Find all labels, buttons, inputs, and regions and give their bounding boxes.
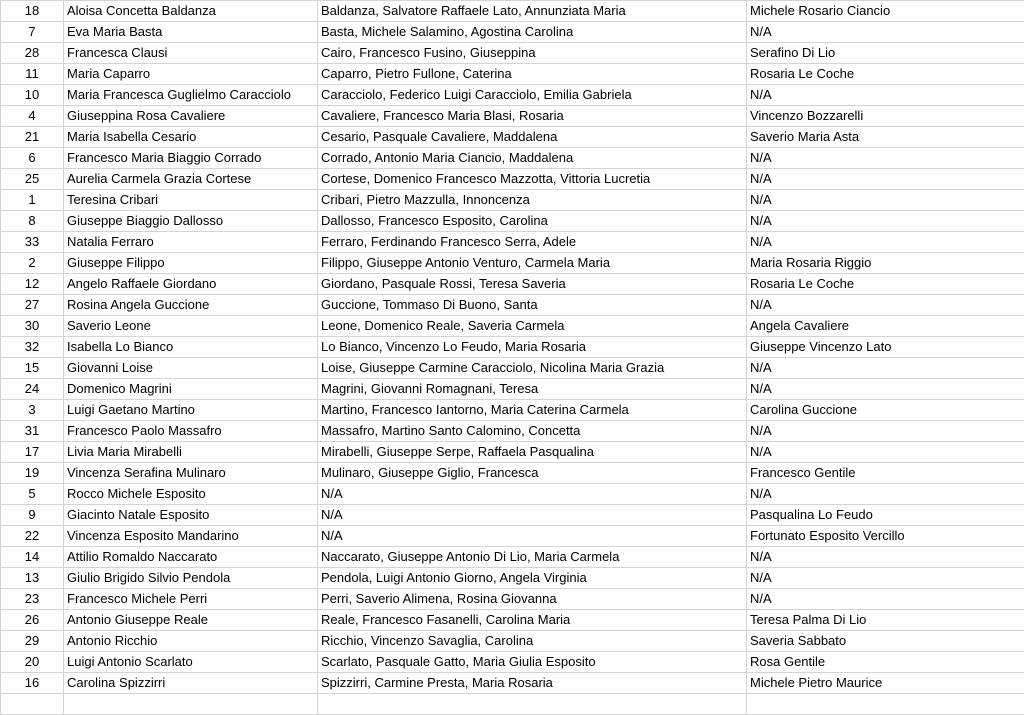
cell-record-number[interactable]: 21	[1, 127, 64, 148]
cell-name[interactable]	[64, 694, 318, 715]
cell-godparent[interactable]: N/A	[747, 295, 1024, 316]
table-row	[1, 505, 1024, 526]
cell-record-number[interactable]: 28	[1, 43, 64, 64]
cell-godparent[interactable]: Maria Rosaria Riggio	[747, 253, 1024, 274]
cell-record-number[interactable]: 23	[1, 589, 64, 610]
cell-name[interactable]: Saverio Leone	[64, 316, 318, 337]
cell-name[interactable]: Giulio Brigido Silvio Pendola	[64, 568, 318, 589]
cell-parents[interactable]: Cairo, Francesco Fusino, Giuseppina	[318, 43, 747, 64]
cell-parents[interactable]: Mirabelli, Giuseppe Serpe, Raffaela Pasqualina	[318, 442, 747, 463]
cell-parents[interactable]: Dallosso, Francesco Esposito, Carolina	[318, 211, 747, 232]
cell-record-number[interactable]: 26	[1, 610, 64, 631]
table-row	[1, 337, 1024, 358]
cell-parents[interactable]: Reale, Francesco Fasanelli, Carolina Maria	[318, 610, 747, 631]
cell-record-number[interactable]: 14	[1, 547, 64, 568]
cell-parents[interactable]: Ricchio, Vincenzo Savaglia, Carolina	[318, 631, 747, 652]
cell-record-number[interactable]: 19	[1, 463, 64, 484]
cell-parents[interactable]: Loise, Giuseppe Carmine Caracciolo, Nicolina Maria Grazia	[318, 358, 747, 379]
cell-name[interactable]: Aloisa Concetta Baldanza	[64, 1, 318, 22]
cell-parents[interactable]: Corrado, Antonio Maria Ciancio, Maddalena	[318, 148, 747, 169]
cell-name[interactable]: Livia Maria Mirabelli	[64, 442, 318, 463]
cell-record-number[interactable]: 3	[1, 400, 64, 421]
table-row	[1, 463, 1024, 484]
cell-name[interactable]: Attilio Romaldo Naccarato	[64, 547, 318, 568]
cell-parents[interactable]: Pendola, Luigi Antonio Giorno, Angela Virginia	[318, 568, 747, 589]
cell-record-number[interactable]: 27	[1, 295, 64, 316]
table-row	[1, 316, 1024, 337]
cell-parents[interactable]: Cortese, Domenico Francesco Mazzotta, Vittoria Lucretia	[318, 169, 747, 190]
cell-name[interactable]: Giuseppina Rosa Cavaliere	[64, 106, 318, 127]
cell-parents[interactable]: Giordano, Pasquale Rossi, Teresa Saveria	[318, 274, 747, 295]
cell-record-number[interactable]: 6	[1, 148, 64, 169]
cell-parents[interactable]: Cavaliere, Francesco Maria Blasi, Rosaria	[318, 106, 747, 127]
table-row	[1, 85, 1024, 106]
cell-record-number[interactable]: 30	[1, 316, 64, 337]
cell-godparent[interactable]: Michele Pietro Maurice	[747, 673, 1024, 694]
table-row	[1, 22, 1024, 43]
cell-name[interactable]: Natalia Ferraro	[64, 232, 318, 253]
cell-parents[interactable]: Magrini, Giovanni Romagnani, Teresa	[318, 379, 747, 400]
cell-parents[interactable]: Basta, Michele Salamino, Agostina Carolina	[318, 22, 747, 43]
table-row	[1, 379, 1024, 400]
cell-record-number[interactable]: 18	[1, 1, 64, 22]
cell-parents[interactable]: Caracciolo, Federico Luigi Caracciolo, Emilia Gabriela	[318, 85, 747, 106]
cell-name[interactable]: Maria Caparro	[64, 64, 318, 85]
cell-parents[interactable]: Perri, Saverio Alimena, Rosina Giovanna	[318, 589, 747, 610]
cell-godparent[interactable]: Michele Rosario Ciancio	[747, 1, 1024, 22]
table-row	[1, 610, 1024, 631]
cell-record-number[interactable]: 4	[1, 106, 64, 127]
table-row	[1, 568, 1024, 589]
cell-godparent[interactable]: N/A	[747, 547, 1024, 568]
table-row	[1, 652, 1024, 673]
cell-record-number[interactable]: 12	[1, 274, 64, 295]
cell-parents[interactable]: Ferraro, Ferdinando Francesco Serra, Adele	[318, 232, 747, 253]
cell-name[interactable]: Angelo Raffaele Giordano	[64, 274, 318, 295]
cell-name[interactable]: Francesco Maria Biaggio Corrado	[64, 148, 318, 169]
table-row	[1, 589, 1024, 610]
cell-name[interactable]: Domenico Magrini	[64, 379, 318, 400]
table-row	[1, 253, 1024, 274]
cell-name[interactable]: Carolina Spizzirri	[64, 673, 318, 694]
cell-name[interactable]: Francesca Clausi	[64, 43, 318, 64]
cell-name[interactable]: Luigi Antonio Scarlato	[64, 652, 318, 673]
table-row	[1, 211, 1024, 232]
cell-name[interactable]: Isabella Lo Bianco	[64, 337, 318, 358]
cell-parents[interactable]: Baldanza, Salvatore Raffaele Lato, Annunziata Maria	[318, 1, 747, 22]
cell-record-number[interactable]: 16	[1, 673, 64, 694]
cell-parents[interactable]: Martino, Francesco Iantorno, Maria Caterina Carmela	[318, 400, 747, 421]
cell-record-number[interactable]: 8	[1, 211, 64, 232]
cell-record-number[interactable]: 32	[1, 337, 64, 358]
cell-parents[interactable]: Leone, Domenico Reale, Saveria Carmela	[318, 316, 747, 337]
cell-name[interactable]: Francesco Michele Perri	[64, 589, 318, 610]
cell-record-number[interactable]: 10	[1, 85, 64, 106]
cell-name[interactable]: Maria Isabella Cesario	[64, 127, 318, 148]
cell-godparent[interactable]: Carolina Guccione	[747, 400, 1024, 421]
cell-record-number[interactable]: 22	[1, 526, 64, 547]
cell-godparent[interactable]: Fortunato Esposito Vercillo	[747, 526, 1024, 547]
cell-godparent[interactable]: N/A	[747, 85, 1024, 106]
cell-godparent[interactable]: N/A	[747, 190, 1024, 211]
cell-name[interactable]: Giuseppe Biaggio Dallosso	[64, 211, 318, 232]
table-row	[1, 694, 1024, 715]
cell-parents[interactable]: Massafro, Martino Santo Calomino, Concetta	[318, 421, 747, 442]
table-row	[1, 274, 1024, 295]
cell-record-number[interactable]: 24	[1, 379, 64, 400]
cell-parents[interactable]: Spizzirri, Carmine Presta, Maria Rosaria	[318, 673, 747, 694]
cell-parents[interactable]: Caparro, Pietro Fullone, Caterina	[318, 64, 747, 85]
cell-record-number[interactable]: 7	[1, 22, 64, 43]
cell-godparent[interactable]: Rosaria Le Coche	[747, 64, 1024, 85]
cell-name[interactable]: Eva Maria Basta	[64, 22, 318, 43]
cell-godparent[interactable]: N/A	[747, 169, 1024, 190]
cell-godparent[interactable]: Serafino Di Lio	[747, 43, 1024, 64]
table-row	[1, 64, 1024, 85]
table-row	[1, 526, 1024, 547]
cell-record-number[interactable]: 31	[1, 421, 64, 442]
cell-name[interactable]: Luigi Gaetano Martino	[64, 400, 318, 421]
table-row	[1, 1, 1024, 22]
cell-godparent[interactable]: N/A	[747, 148, 1024, 169]
cell-godparent[interactable]: Giuseppe Vincenzo Lato	[747, 337, 1024, 358]
cell-record-number[interactable]: 33	[1, 232, 64, 253]
cell-name[interactable]: Vincenza Esposito Mandarino	[64, 526, 318, 547]
table-row	[1, 442, 1024, 463]
cell-record-number[interactable]: 1	[1, 190, 64, 211]
cell-godparent[interactable]: N/A	[747, 442, 1024, 463]
table-row	[1, 631, 1024, 652]
cell-godparent[interactable]: N/A	[747, 22, 1024, 43]
table-row	[1, 148, 1024, 169]
cell-parents[interactable]: Scarlato, Pasquale Gatto, Maria Giulia Esposito	[318, 652, 747, 673]
cell-parents[interactable]: Filippo, Giuseppe Antonio Venturo, Carmela Maria	[318, 253, 747, 274]
cell-record-number[interactable]: 25	[1, 169, 64, 190]
cell-record-number[interactable]: 29	[1, 631, 64, 652]
cell-record-number[interactable]: 9	[1, 505, 64, 526]
cell-name[interactable]: Francesco Paolo Massafro	[64, 421, 318, 442]
cell-record-number[interactable]: 20	[1, 652, 64, 673]
table-row	[1, 421, 1024, 442]
cell-name[interactable]: Antonio Ricchio	[64, 631, 318, 652]
cell-name[interactable]: Vincenza Serafina Mulinaro	[64, 463, 318, 484]
table-row	[1, 484, 1024, 505]
cell-godparent[interactable]: N/A	[747, 568, 1024, 589]
cell-parents[interactable]: Guccione, Tommaso Di Buono, Santa	[318, 295, 747, 316]
cell-name[interactable]: Antonio Giuseppe Reale	[64, 610, 318, 631]
cell-parents[interactable]: N/A	[318, 484, 747, 505]
table-row	[1, 400, 1024, 421]
table-row	[1, 190, 1024, 211]
cell-record-number[interactable]: 15	[1, 358, 64, 379]
table-row	[1, 232, 1024, 253]
table-body	[1, 1, 1024, 715]
cell-record-number[interactable]	[1, 694, 64, 715]
table-row	[1, 358, 1024, 379]
cell-godparent[interactable]: Angela Cavaliere	[747, 316, 1024, 337]
cell-godparent[interactable]: Francesco Gentile	[747, 463, 1024, 484]
cell-parents[interactable]: Cesario, Pasquale Cavaliere, Maddalena	[318, 127, 747, 148]
cell-parents[interactable]: N/A	[318, 526, 747, 547]
cell-parents[interactable]: N/A	[318, 505, 747, 526]
cell-name[interactable]: Teresina Cribari	[64, 190, 318, 211]
table-row	[1, 127, 1024, 148]
cell-godparent[interactable]: Pasqualina Lo Feudo	[747, 505, 1024, 526]
table-row	[1, 43, 1024, 64]
cell-godparent[interactable]	[747, 694, 1024, 715]
cell-godparent[interactable]: N/A	[747, 484, 1024, 505]
cell-name[interactable]: Rocco Michele Esposito	[64, 484, 318, 505]
table-row	[1, 547, 1024, 568]
cell-record-number[interactable]: 5	[1, 484, 64, 505]
cell-name[interactable]: Maria Francesca Guglielmo Caracciolo	[64, 85, 318, 106]
cell-parents[interactable]: Lo Bianco, Vincenzo Lo Feudo, Maria Rosaria	[318, 337, 747, 358]
table-row	[1, 169, 1024, 190]
cell-record-number[interactable]: 2	[1, 253, 64, 274]
cell-name[interactable]: Giovanni Loise	[64, 358, 318, 379]
cell-godparent[interactable]: N/A	[747, 211, 1024, 232]
cell-godparent[interactable]: N/A	[747, 358, 1024, 379]
cell-parents[interactable]: Cribari, Pietro Mazzulla, Innoncenza	[318, 190, 747, 211]
cell-record-number[interactable]: 11	[1, 64, 64, 85]
table-row	[1, 295, 1024, 316]
table-row	[1, 106, 1024, 127]
cell-name[interactable]: Giuseppe Filippo	[64, 253, 318, 274]
cell-name[interactable]: Rosina Angela Guccione	[64, 295, 318, 316]
cell-godparent[interactable]: Teresa Palma Di Lio	[747, 610, 1024, 631]
cell-godparent[interactable]: Rosaria Le Coche	[747, 274, 1024, 295]
cell-record-number[interactable]: 17	[1, 442, 64, 463]
cell-record-number[interactable]: 13	[1, 568, 64, 589]
cell-godparent[interactable]: N/A	[747, 589, 1024, 610]
cell-godparent[interactable]: Vincenzo Bozzarelli	[747, 106, 1024, 127]
cell-parents[interactable]: Mulinaro, Giuseppe Giglio, Francesca	[318, 463, 747, 484]
cell-godparent[interactable]: N/A	[747, 421, 1024, 442]
cell-godparent[interactable]: N/A	[747, 379, 1024, 400]
cell-name[interactable]: Aurelia Carmela Grazia Cortese	[64, 169, 318, 190]
cell-godparent[interactable]: Rosa Gentile	[747, 652, 1024, 673]
cell-parents[interactable]: Naccarato, Giuseppe Antonio Di Lio, Maria Carmela	[318, 547, 747, 568]
cell-name[interactable]: Giacinto Natale Esposito	[64, 505, 318, 526]
cell-godparent[interactable]: Saverio Maria Asta	[747, 127, 1024, 148]
table-row	[1, 673, 1024, 694]
cell-godparent[interactable]: N/A	[747, 232, 1024, 253]
cell-godparent[interactable]: Saveria Sabbato	[747, 631, 1024, 652]
cell-parents[interactable]	[318, 694, 747, 715]
